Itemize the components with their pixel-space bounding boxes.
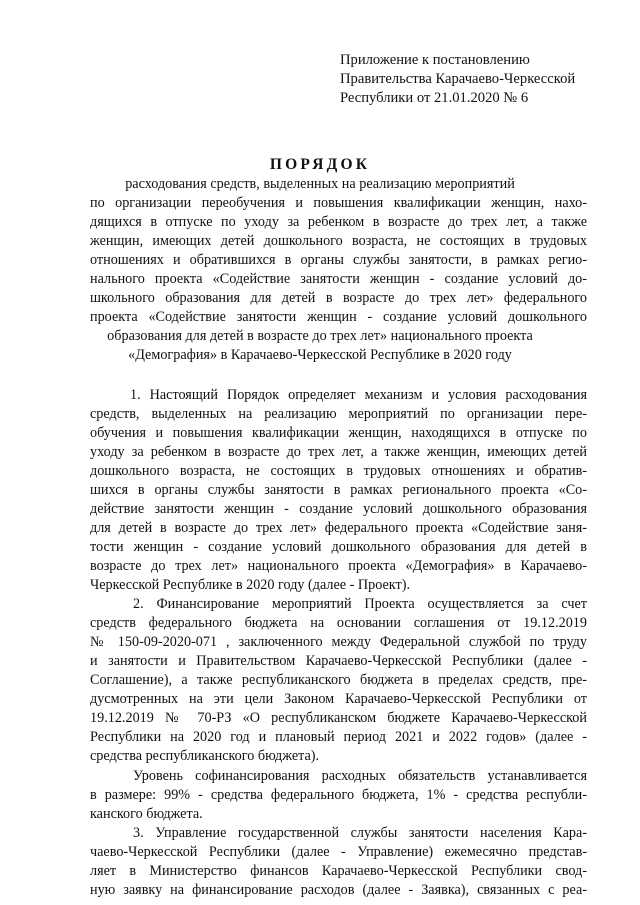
paragraph-3-line: канского бюджета. bbox=[90, 806, 203, 822]
paragraph-2-line: 19.12.2019 № 70-РЗ «О республиканском бюджете Карачаево-Черкесской bbox=[90, 710, 587, 726]
subtitle-line: женщин, имеющих детей дошкольного возраста, не состоящих в трудовых bbox=[90, 233, 587, 249]
paragraph-1-line: 1. Настоящий Порядок определяет механизм и условия расходования bbox=[130, 387, 587, 403]
paragraph-2-line: 2. Финансирование мероприятий Проекта осуществляется за счет bbox=[133, 596, 587, 612]
paragraph-1-line: Черкесской Республике в 2020 году (далее - Проект). bbox=[90, 577, 410, 593]
paragraph-1-line: средств, выделенных на реализацию мероприятий по организации пере- bbox=[90, 406, 587, 422]
subtitle-line: расходования средств, выделенных на реализацию мероприятий bbox=[125, 176, 515, 192]
subtitle-line: «Демография» в Карачаево-Черкесской Республике в 2020 году bbox=[128, 347, 512, 363]
paragraph-1-line: тости женщин - создание условий дошкольного образования для детей в bbox=[90, 539, 587, 555]
annex-line-2: Правительства Карачаево-Черкесской bbox=[340, 71, 576, 87]
paragraph-1-line: шихся в органы службы занятости в рамках регионального проекта «Со- bbox=[90, 482, 587, 498]
paragraph-4-line: чаево-Черкесской Республики (далее - Управление) ежемесячно представ- bbox=[90, 844, 587, 860]
document-title: ПОРЯДОК bbox=[269, 156, 371, 173]
paragraph-1-line: уходу за ребенком в возрасте до трех лет, а также женщин, имеющих детей bbox=[90, 444, 587, 460]
annex-line-3: Республики от 21.01.2020 № 6 bbox=[340, 90, 529, 106]
paragraph-1-line: действие занятости женщин - создание условий дошкольного образования bbox=[90, 501, 587, 517]
paragraph-2-line: Соглашение), а также республиканского бюджета в пределах средств, пре- bbox=[90, 672, 587, 688]
subtitle-line: отношениях и обратившихся в органы службы занятости, в рамках регио- bbox=[90, 252, 587, 268]
paragraph-2-line: Республики на 2020 год и плановый период 2021 и 2022 годов» (далее - bbox=[90, 729, 587, 745]
paragraph-2-line: № 150-09-2020-071 , заключенного между Федеральной службой по труду bbox=[90, 634, 587, 650]
paragraph-2-line: и занятости и Правительством Карачаево-Черкесской Республики (далее - bbox=[90, 653, 587, 669]
paragraph-4-line: ляет в Министерство финансов Карачаево-Черкесской Республики свод- bbox=[90, 863, 587, 879]
subtitle-line: школьного образования для детей в возрасте до трех лет» федерального bbox=[90, 290, 587, 306]
paragraph-4-line: ную заявку на финансирование расходов (далее - Заявка), связанных с реа- bbox=[90, 882, 587, 898]
paragraph-2-line: дусмотренных на эти цели Законом Карачаево-Черкесской Республики от bbox=[90, 691, 587, 707]
paragraph-3-line: Уровень софинансирования расходных обязательств устанавливается bbox=[133, 768, 587, 784]
subtitle-line: дящихся в отпуске по уходу за ребенком в возрасте до трех лет, а также bbox=[90, 214, 587, 230]
paragraph-3-line: в размере: 99% - средства федерального бюджета, 1% - средства республи- bbox=[90, 787, 587, 803]
subtitle-line: образования для детей в возрасте до трех лет» национального проекта bbox=[107, 328, 533, 344]
paragraph-4-line: 3. Управление государственной службы занятости населения Кара- bbox=[133, 825, 587, 841]
paragraph-2-line: средств федерального бюджета на основании соглашения от 19.12.2019 bbox=[90, 615, 587, 631]
subtitle-line: по организации переобучения и повышения квалификации женщин, нахо- bbox=[90, 195, 587, 211]
paragraph-1-line: обучения и повышения квалификации женщин, находящихся в отпуске по bbox=[90, 425, 587, 441]
paragraph-2-line: средства республиканского бюджета). bbox=[90, 748, 320, 764]
subtitle-line: проекта «Содействие занятости женщин - создание условий дошкольного bbox=[90, 309, 587, 325]
subtitle-line: нального проекта «Содействие занятости женщин - создание условий до- bbox=[90, 271, 587, 287]
annex-line-1: Приложение к постановлению bbox=[340, 52, 530, 68]
paragraph-1-line: для детей в возрасте до трех лет» федерального проекта «Содействие заня- bbox=[90, 520, 587, 536]
paragraph-1-line: возрасте до трех лет» национального проекта «Демография» в Карачаево- bbox=[90, 558, 587, 574]
paragraph-1-line: дошкольного возраста, не состоящих в трудовых отношениях и обратив- bbox=[90, 463, 587, 479]
